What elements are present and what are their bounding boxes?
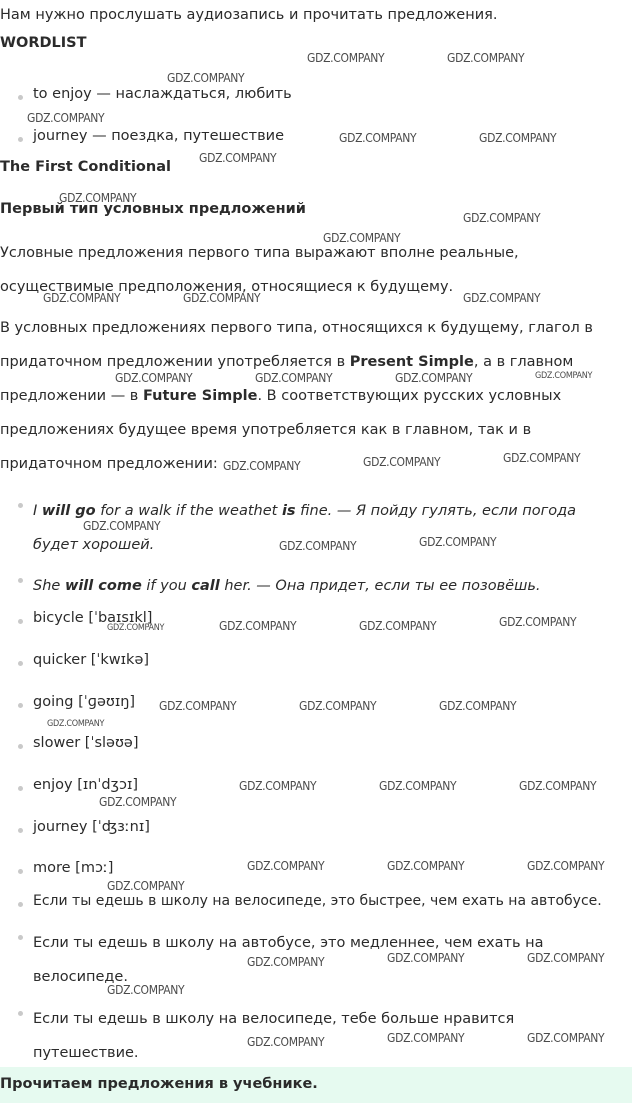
watermark: GDZ.COMPANY <box>107 879 185 893</box>
watermark: GDZ.COMPANY <box>519 779 597 793</box>
watermark: GDZ.COMPANY <box>463 291 541 305</box>
watermark: GDZ.COMPANY <box>463 211 541 225</box>
intro-text: Нам нужно прослушать аудиозапись и прочитать предложения. <box>0 7 498 23</box>
watermark: GDZ.COMPANY <box>387 859 465 873</box>
watermark: GDZ.COMPANY <box>115 371 193 385</box>
watermark: GDZ.COMPANY <box>339 131 417 145</box>
watermark: GDZ.COMPANY <box>167 71 245 85</box>
pronunciation-item: going [ˈɡəʊɪŋ] <box>33 694 136 710</box>
watermark: GDZ.COMPANY <box>387 1031 465 1045</box>
watermark: GDZ.COMPANY <box>47 719 105 729</box>
watermark: GDZ.COMPANY <box>387 951 465 965</box>
pronunciation-item: more [mɔː] <box>33 860 114 876</box>
watermark: GDZ.COMPANY <box>107 983 185 997</box>
example-text: She <box>33 578 65 594</box>
grammar-title-ru: Первый тип условных предложений <box>0 201 306 217</box>
example-verb: call <box>191 578 220 594</box>
grammar-text: В условных предложениях первого типа, относящихся к будущему, глагол в придаточном предложении употребляется в <box>0 320 593 370</box>
wordlist-item: to enjoy — наслаждаться, любить <box>33 86 292 102</box>
footer-bar <box>0 1067 632 1103</box>
grammar-text: . В соответствующих русских условных предложениях будущее время употребляется как в главном, так и в придаточном предложении: <box>0 388 562 472</box>
pronunciation-item: quicker [ˈkwɪkə] <box>33 652 150 668</box>
watermark: GDZ.COMPANY <box>527 951 605 965</box>
watermark: GDZ.COMPANY <box>323 231 401 245</box>
watermark: GDZ.COMPANY <box>219 619 297 633</box>
watermark: GDZ.COMPANY <box>279 539 357 553</box>
pronunciation-item: journey [ˈʤɜːnɪ] <box>33 819 150 835</box>
watermark: GDZ.COMPANY <box>247 955 325 969</box>
watermark: GDZ.COMPANY <box>379 779 457 793</box>
watermark: GDZ.COMPANY <box>247 1035 325 1049</box>
watermark: GDZ.COMPANY <box>503 451 581 465</box>
pronunciation-item: slower [ˈsləʊə] <box>33 735 139 751</box>
watermark: GDZ.COMPANY <box>255 371 333 385</box>
watermark: GDZ.COMPANY <box>363 455 441 469</box>
example-item <box>33 569 623 603</box>
present-simple-term: Present Simple <box>349 354 474 370</box>
watermark: GDZ.COMPANY <box>359 619 437 633</box>
watermark: GDZ.COMPANY <box>247 859 325 873</box>
example-text: fine. — Я пойду гулять, если погода будет хорошей. <box>33 503 576 553</box>
watermark: GDZ.COMPANY <box>59 191 137 205</box>
watermark: GDZ.COMPANY <box>535 371 593 381</box>
watermark: GDZ.COMPANY <box>223 459 301 473</box>
example-text: for a walk if the weathet <box>95 503 282 519</box>
watermark: GDZ.COMPANY <box>439 699 517 713</box>
grammar-paragraph-1: Условные предложения первого типа выражают вполне реальные, осуществимые предположения, относящиеся к будущему. <box>0 245 519 295</box>
wordlist-item: journey — поездка, путешествие <box>33 128 285 144</box>
wordlist-heading: WORDLIST <box>0 35 87 51</box>
watermark: GDZ.COMPANY <box>307 51 385 65</box>
pronunciation-item: enjoy [ɪnˈdʒɔɪ] <box>33 777 139 793</box>
watermark: GDZ.COMPANY <box>159 699 237 713</box>
future-simple-term: Future Simple <box>142 388 258 404</box>
sentence-item: Если ты едешь в школу на автобусе, это медленнее, чем ехать на велосипеде. <box>33 926 573 994</box>
example-verb: will come <box>64 578 142 594</box>
example-text: I <box>33 503 42 519</box>
example-text: her. — Она придет, если ты ее позовёшь. <box>219 578 541 594</box>
grammar-text: , а в главном предложении — в <box>0 354 574 404</box>
footer-text: Прочитаем предложения в учебнике. <box>0 1076 318 1092</box>
watermark: GDZ.COMPANY <box>527 1031 605 1045</box>
watermark: GDZ.COMPANY <box>183 291 261 305</box>
watermark: GDZ.COMPANY <box>99 795 177 809</box>
watermark: GDZ.COMPANY <box>447 51 525 65</box>
watermark: GDZ.COMPANY <box>499 615 577 629</box>
example-verb: is <box>281 503 296 519</box>
example-text: if you <box>141 578 192 594</box>
grammar-title-en: The First Conditional <box>0 159 171 175</box>
watermark: GDZ.COMPANY <box>299 699 377 713</box>
pronunciation-item: bicycle [ˈbaɪsɪkl] <box>33 610 153 626</box>
sentence-item: Если ты едешь в школу на велосипеде, это быстрее, чем ехать на автобусе. <box>33 893 632 909</box>
watermark: GDZ.COMPANY <box>419 535 497 549</box>
watermark: GDZ.COMPANY <box>199 151 277 165</box>
example-verb: will go <box>41 503 96 519</box>
watermark: GDZ.COMPANY <box>395 371 473 385</box>
sentence-item: Если ты едешь в школу на велосипеде, тебе больше нравится путешествие. <box>33 1002 553 1070</box>
watermark: GDZ.COMPANY <box>27 111 105 125</box>
watermark: GDZ.COMPANY <box>239 779 317 793</box>
watermark: GDZ.COMPANY <box>527 859 605 873</box>
watermark: GDZ.COMPANY <box>83 519 161 533</box>
watermark: GDZ.COMPANY <box>43 291 121 305</box>
watermark: GDZ.COMPANY <box>107 623 165 633</box>
watermark: GDZ.COMPANY <box>479 131 557 145</box>
